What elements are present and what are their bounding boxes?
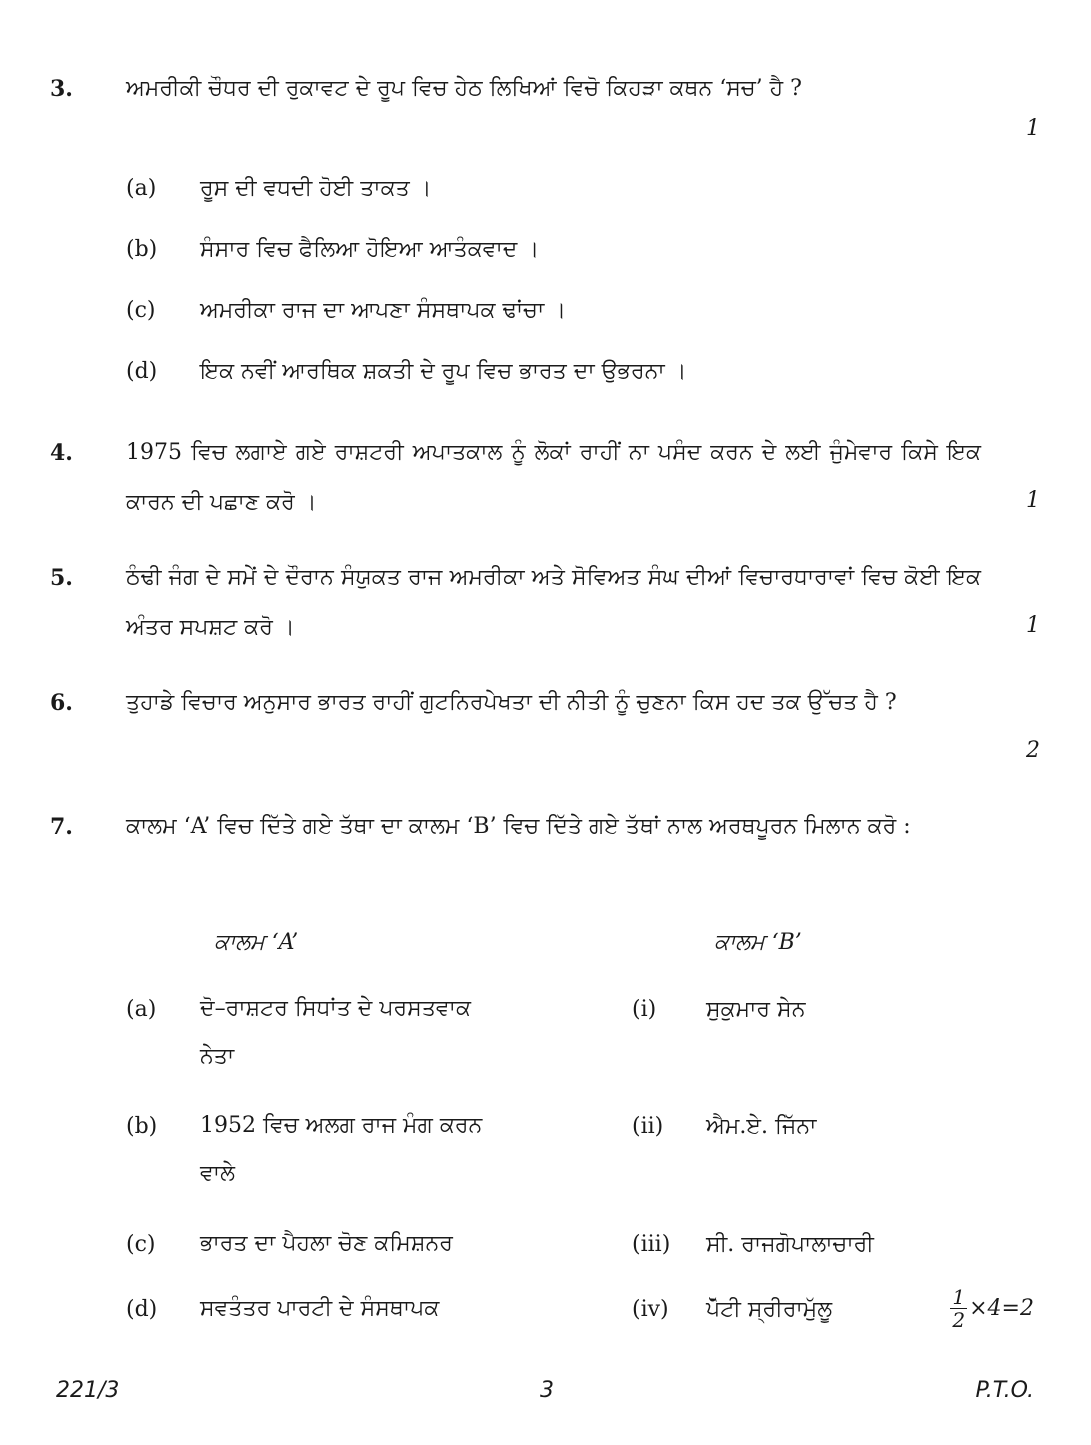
column-b-text: ਸੀ. ਰਾਜਗੋਪਾਲਾਚਾਰੀ [706, 1232, 874, 1257]
column-a-label: (a) [126, 997, 157, 1022]
fraction-numerator: 1 [952, 1285, 966, 1309]
option-text: ਇਕ ਨਵੀਂ ਆਰਥਿਕ ਸ਼ਕਤੀ ਦੇ ਰੂਪ ਵਿਚ ਭਾਰਤ ਦਾ ਉਭਰਨਾ । [200, 359, 687, 384]
question-marks: 1 [1026, 613, 1040, 638]
column-a-text: ਦੋ–ਰਾਸ਼ਟਰ ਸਿਧਾਂਤ ਦੇ ਪਰਸਤਵਾਕ ਨੇਤਾ [200, 996, 471, 1069]
option-label: (a) [126, 176, 157, 201]
question-7-marks [950, 1286, 1034, 1331]
option-text: ਅਮਰੀਕਾ ਰਾਜ ਦਾ ਆਪਣਾ ਸੰਸਥਾਪਕ ਢਾਂਚਾ । [200, 298, 567, 323]
column-b-label: (i) [632, 997, 657, 1022]
column-b-label: (iii) [632, 1232, 671, 1257]
question-text: ਤੁਹਾਡੇ ਵਿਚਾਰ ਅਨੁਸਾਰ ਭਾਰਤ ਰਾਹੀਂ ਗੁਟਨਿਰਪੇਖਤਾ ਦੀ ਨੀਤੀ ਨੂੰ ਚੁਣਨਾ ਕਿਸ ਹਦ ਤਕ ਉੱਚਤ ਹੈ ? [126, 690, 897, 715]
column-b-text: ਸੁਕੁਮਾਰ ਸੇਨ [706, 997, 806, 1022]
marks-multiplier: ×4=2 [969, 1296, 1034, 1321]
question-number: 4. [50, 440, 73, 466]
paper-code: 221/3 [56, 1378, 120, 1403]
question-number: 7. [50, 814, 73, 840]
question-marks: 1 [1026, 116, 1040, 141]
option-label: (d) [126, 359, 158, 384]
column-a-heading: ਕਾਲਮ ‘A’ [214, 930, 299, 955]
column-a-text: ਭਾਰਤ ਦਾ ਪੈਹਲਾ ਚੋਣ ਕਮਿਸ਼ਨਰ [200, 1231, 453, 1256]
question-text: ਕਾਲਮ ‘A’ ਵਿਚ ਦਿੱਤੇ ਗਏ ਤੱਥਾ ਦਾ ਕਾਲਮ ‘B’ ਵਿਚ ਦਿੱਤੇ ਗਏ ਤੱਥਾਂ ਨਾਲ ਅਰਥਪੂਰਨ ਮਿਲਾਨ ਕਰੋ : [126, 814, 911, 839]
page-number: 3 [540, 1378, 554, 1403]
column-b-heading: ਕਾਲਮ ‘B’ [714, 930, 802, 955]
please-turn-over: P.T.O. [975, 1378, 1034, 1403]
column-b-label: (ii) [632, 1114, 664, 1139]
column-a-label: (b) [126, 1114, 158, 1139]
column-a-text: 1952 ਵਿਚ ਅਲਗ ਰਾਜ ਮੰਗ ਕਰਨ ਵਾਲੇ [200, 1113, 483, 1186]
column-a-label: (c) [126, 1232, 156, 1257]
question-text: ਠੰਢੀ ਜੰਗ ਦੇ ਸਮੇਂ ਦੇ ਦੌਰਾਨ ਸੰਯੁਕਤ ਰਾਜ ਅਮਰੀਕਾ ਅਤੇ ਸੋਵਿਅਤ ਸੰਘ ਦੀਆਂ ਵਿਚਾਰਧਾਰਾਵਾਂ ਵਿਚ ਕੋਈ ਇਕ ਅੰਤਰ ਸਪਸ਼ਟ ਕਰੋ । [126, 565, 981, 640]
column-a-text: ਸਵਤੰਤਰ ਪਾਰਟੀ ਦੇ ਸੰਸਥਾਪਕ [200, 1296, 440, 1321]
question-marks: 1 [1026, 488, 1040, 513]
option-text: ਰੂਸ ਦੀ ਵਧਦੀ ਹੋਈ ਤਾਕਤ । [200, 176, 432, 201]
column-b-text: ਐਮ.ਏ. ਜਿੱਨਾ [706, 1114, 817, 1139]
fraction-denominator: 2 [952, 1308, 966, 1332]
column-b-label: (iv) [632, 1297, 669, 1322]
option-label: (b) [126, 237, 158, 262]
question-text: 1975 ਵਿਚ ਲਗਾਏ ਗਏ ਰਾਸ਼ਟਰੀ ਅਪਾਤਕਾਲ ਨੂੰ ਲੋਕਾਂ ਰਾਹੀਂ ਨਾ ਪਸੰਦ ਕਰਨ ਦੇ ਲਈ ਜੁੰਮੇਵਾਰ ਕਿਸੇ ਇਕ ਕਾਰਨ ਦੀ ਪਛਾਣ ਕਰੋ । [126, 440, 981, 515]
column-b-text: ਪੋੱਟੀ ਸ੍ਰੀਰਾਮੁੱਲੂ [706, 1297, 833, 1322]
option-text: ਸੰਸਾਰ ਵਿਚ ਫੈਲਿਆ ਹੋਇਆ ਆਤੰਕਵਾਦ । [200, 237, 540, 262]
question-number: 6. [50, 690, 73, 716]
question-marks: 2 [1026, 738, 1040, 763]
question-number: 5. [50, 565, 73, 591]
column-a-label: (d) [126, 1297, 158, 1322]
option-label: (c) [126, 298, 156, 323]
question-number: 3. [50, 76, 73, 102]
question-text: ਅਮਰੀਕੀ ਚੌਧਰ ਦੀ ਰੁਕਾਵਟ ਦੇ ਰੂਪ ਵਿਚ ਹੇਠ ਲਿਖਿਆਂ ਵਿਚੋ ਕਿਹੜਾ ਕਥਨ ‘ਸਚ’ ਹੈ ? [126, 76, 802, 101]
fraction [950, 1286, 967, 1331]
